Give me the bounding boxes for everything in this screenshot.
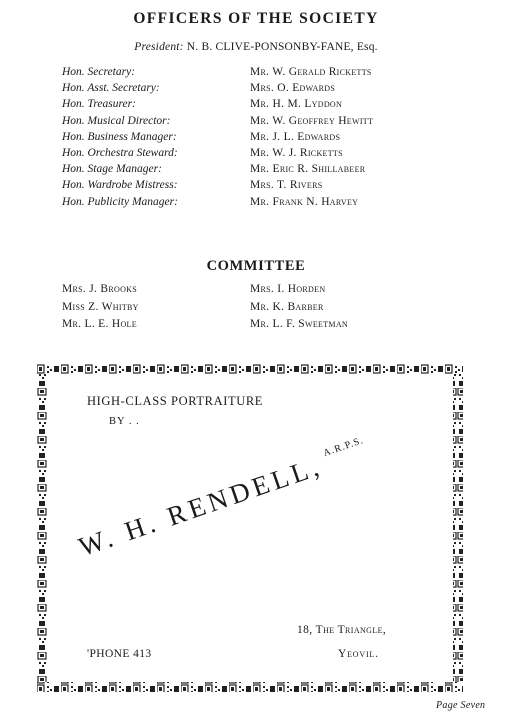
officer-row [62, 131, 482, 147]
officer-row [62, 179, 482, 195]
officer-name: Mr. Eric R. Shillabeer [250, 163, 366, 176]
committee-member: Mr. L. E. Hole [62, 318, 137, 330]
officer-name: Mr. J. L. Edwards [250, 130, 341, 143]
committee-member: Mrs. I. Horden [250, 283, 326, 295]
officer-name: Mr. W. J. Ricketts [250, 146, 343, 159]
officer-name: Mr. W. Gerald Ricketts [250, 66, 372, 78]
officer-row [62, 82, 482, 98]
photographer-name-text: W. H. RENDELL, [74, 450, 327, 563]
officer-row [62, 98, 482, 114]
credentials: A.R.P.S. [321, 434, 366, 460]
committee-member: Mrs. J. Brooks [62, 283, 137, 295]
portraiture-advert [37, 364, 463, 692]
officer-row [62, 115, 482, 131]
officer-role: Hon. Wardrobe Mistress: [62, 179, 178, 192]
committee-member: Mr. L. F. Sweetman [250, 318, 348, 330]
advert-city: Yeovil. [338, 648, 379, 660]
officer-row [62, 66, 482, 82]
committee-member: Miss Z. Whitby [62, 300, 139, 313]
officer-role: Hon. Publicity Manager: [62, 195, 178, 208]
officer-role: Hon. Musical Director: [62, 114, 171, 127]
committee-member: Mr. K. Barber [250, 300, 324, 313]
officers-list [62, 66, 482, 212]
president-role: President: [134, 41, 184, 53]
committee-list [62, 283, 482, 336]
committee-heading: COMMITTEE [206, 258, 306, 274]
page-number: Page Seven [436, 700, 486, 711]
officer-role: Hon. Orchestra Steward: [62, 146, 178, 159]
advert-headline: HIGH-CLASS PORTRAITURE [87, 394, 263, 408]
officer-role: Hon. Secretary: [62, 66, 136, 78]
president-name: N. B. CLIVE-PONSONBY-FANE, Esq. [186, 41, 378, 53]
advert-by: BY . . [109, 416, 140, 427]
officer-row [62, 196, 482, 212]
committee-row [62, 283, 482, 301]
officer-name: Mrs. O. Edwards [250, 82, 336, 95]
officer-row [62, 147, 482, 163]
officer-name: Mr. H. M. Lyddon [250, 98, 343, 111]
advert-address: 18, The Triangle, [297, 624, 387, 636]
committee-row [62, 301, 482, 319]
president-line [0, 41, 512, 53]
officer-role: Hon. Stage Manager: [62, 163, 162, 176]
officer-role: Hon. Treasurer: [62, 98, 136, 111]
officer-role: Hon. Asst. Secretary: [62, 82, 160, 95]
officer-row [62, 163, 482, 179]
officer-name: Mr. W. Geoffrey Hewitt [250, 114, 374, 127]
officer-role: Hon. Business Manager: [62, 130, 177, 143]
page-heading: OFFICERS OF THE SOCIETY [133, 10, 379, 27]
officer-name: Mrs. T. Rivers [250, 179, 323, 192]
officer-name: Mr. Frank N. Harvey [250, 195, 359, 208]
advert-phone: 'PHONE 413 [87, 648, 152, 660]
committee-row [62, 318, 482, 336]
